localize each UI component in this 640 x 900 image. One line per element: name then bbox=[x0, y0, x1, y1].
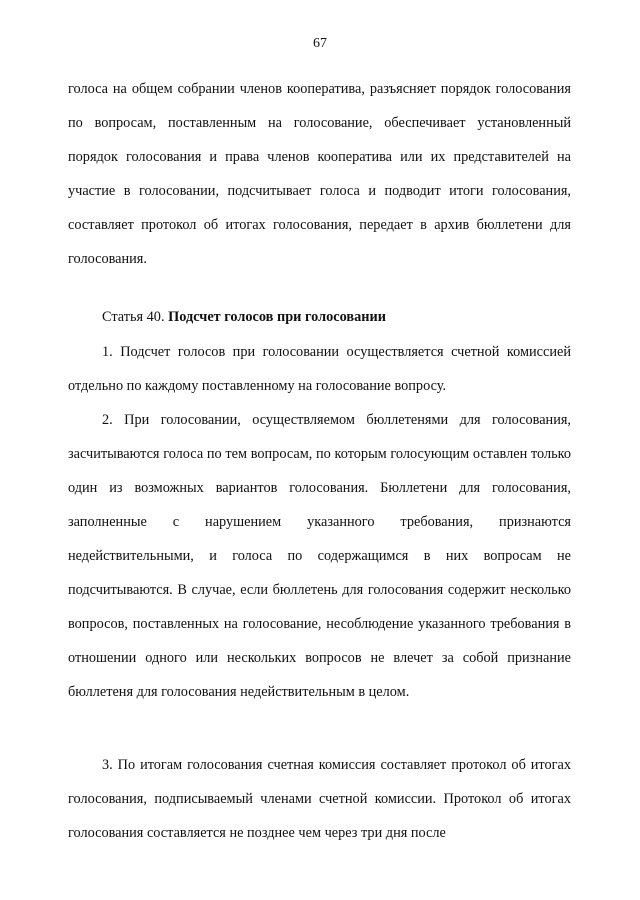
paragraph-item-1: 1. Подсчет голосов при голосовании осуществляется счетной комиссией отдельно по каждому поставленному на голосование вопросу. bbox=[68, 344, 571, 394]
paragraph-item-2: 2. При голосовании, осуществляемом бюллетенями для голосования, засчитываются голоса по тем вопросам, по которым голосующим оставлен только один из возможных вариантов голосования. Бюллетени для голосования, заполненные с нарушением указанного требования, признаются недействительными, и голоса по содержащимся в них вопросам не подсчитываются. В случае, если бюллетень для голосования содержит несколько вопросов, поставленных на голосование, несоблюдение указанного требования в отношении одного или нескольких вопросов не влечет за собой признание бюллетеня для голосования недействительным в целом. bbox=[68, 412, 571, 700]
paragraph-continuation: голоса на общем собрании членов кооператива, разъясняет порядок голосования по вопросам, поставленным на голосование, обеспечивает установленный порядок голосования и права членов кооператива или их представителей на участие в голосовании, подсчитывает голоса и подводит итоги голосования, составляет протокол об итогах голосования, передает в архив бюллетени для голосования. bbox=[68, 81, 571, 267]
paragraph-item-3: 3. По итогам голосования счетная комиссия составляет протокол об итогах голосования, подписываемый членами счетной комиссии. Протокол об итогах голосования составляется не позднее чем через три дня после bbox=[68, 757, 571, 841]
article-number: Статья 40. bbox=[102, 309, 165, 325]
article-title: Подсчет голосов при голосовании bbox=[168, 309, 386, 325]
article-heading bbox=[102, 300, 386, 334]
page-number: 67 bbox=[313, 36, 327, 51]
